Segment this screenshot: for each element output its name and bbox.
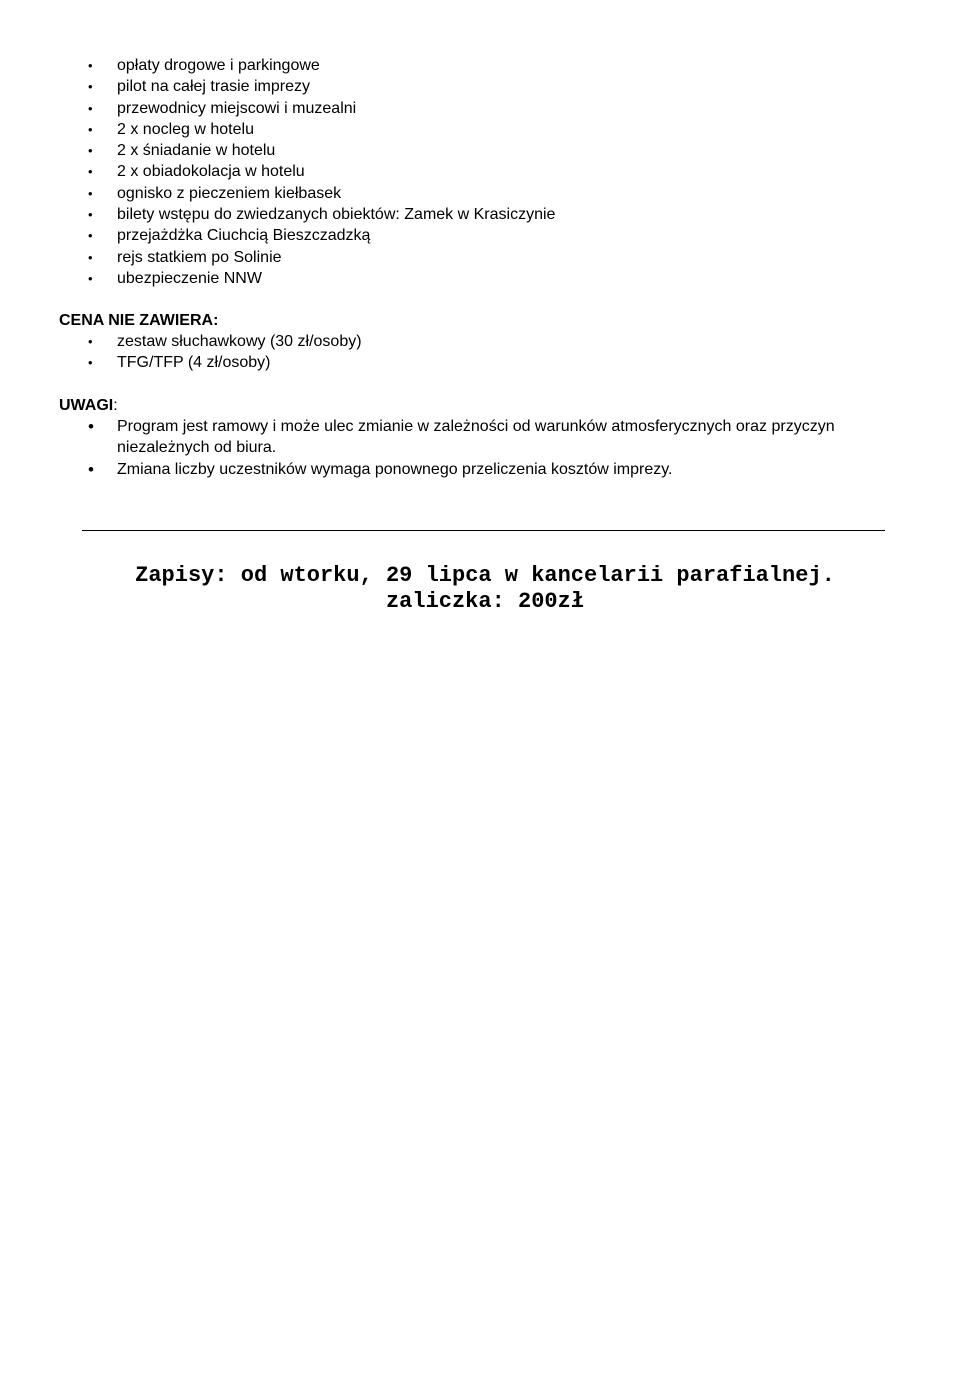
bullet-icon: • <box>88 249 93 265</box>
list-item <box>0 98 900 119</box>
list-item-text: przejażdżka Ciuchcią Bieszczadzką <box>117 227 371 245</box>
signup-line: Zapisy: od wtorku, 29 lipca w kancelarii parafialnej. <box>135 563 835 588</box>
notes-heading <box>59 395 118 416</box>
list-item-text: ubezpieczenie NNW <box>117 269 262 287</box>
bullet-icon: • <box>88 207 93 223</box>
bullet-icon: • <box>88 121 93 137</box>
list-item-text: 2 x śniadanie w hotelu <box>117 142 276 160</box>
list-item <box>0 161 900 182</box>
bullet-icon: • <box>88 270 93 286</box>
list-item-text: zestaw słuchawkowy (30 zł/osoby) <box>117 333 362 350</box>
price-excludes-list <box>0 331 900 374</box>
bullet-icon: • <box>88 58 93 73</box>
included-services-list <box>0 55 900 289</box>
bullet-icon: • <box>88 143 93 159</box>
list-item-text: opłaty drogowe i parkingowe <box>117 57 320 74</box>
list-item <box>0 76 900 97</box>
list-item <box>0 140 900 161</box>
list-item <box>0 268 900 289</box>
list-item <box>0 204 900 225</box>
list-item-text: bilety wstępu do zwiedzanych obiektów: Zamek w Krasiczynie <box>117 206 556 224</box>
list-item <box>0 183 900 204</box>
list-item <box>0 119 900 140</box>
list-item-text: 2 x obiadokolacja w hotelu <box>117 163 305 181</box>
bullet-icon: • <box>88 417 94 436</box>
bullet-icon: • <box>88 100 93 116</box>
list-item-text: Program jest ramowy i może ulec zmianie w zależności od warunków atmosferycznych oraz przyczyn niezależnych od biura. <box>117 418 835 457</box>
bullet-icon: • <box>88 228 93 244</box>
price-excludes-heading-text: CENA NIE ZAWIERA: <box>59 312 219 329</box>
notes-list <box>0 416 880 480</box>
list-item-text: 2 x nocleg w hotelu <box>117 120 254 138</box>
list-item <box>0 247 900 268</box>
list-item-text: ognisko z pieczeniem kiełbasek <box>117 184 342 202</box>
price-excludes-heading <box>59 310 218 331</box>
bullet-icon: • <box>88 334 93 349</box>
bullet-icon: • <box>88 185 93 201</box>
list-item-text: TFG/TFP (4 zł/osoby) <box>117 354 271 372</box>
list-item <box>0 459 880 480</box>
notes-heading-text: UWAGI <box>59 397 114 414</box>
list-item-text: Zmiana liczby uczestników wymaga ponownego przeliczenia kosztów imprezy. <box>117 460 673 478</box>
deposit-line: zaliczka: 200zł <box>385 589 585 614</box>
list-item <box>0 55 900 76</box>
bullet-icon: • <box>88 164 93 180</box>
horizontal-divider <box>82 530 885 531</box>
signup-notice <box>0 563 970 615</box>
list-item <box>0 416 880 459</box>
bullet-icon: • <box>88 79 93 95</box>
list-item-text: rejs statkiem po Solinie <box>117 248 282 266</box>
bullet-icon: • <box>88 459 94 479</box>
bullet-icon: • <box>88 355 93 371</box>
list-item-text: pilot na całej trasie imprezy <box>117 78 310 96</box>
list-item <box>0 225 900 246</box>
list-item <box>0 331 900 352</box>
list-item <box>0 352 900 373</box>
notes-heading-colon: : <box>113 397 118 414</box>
list-item-text: przewodnicy miejscowi i muzealni <box>117 99 357 117</box>
